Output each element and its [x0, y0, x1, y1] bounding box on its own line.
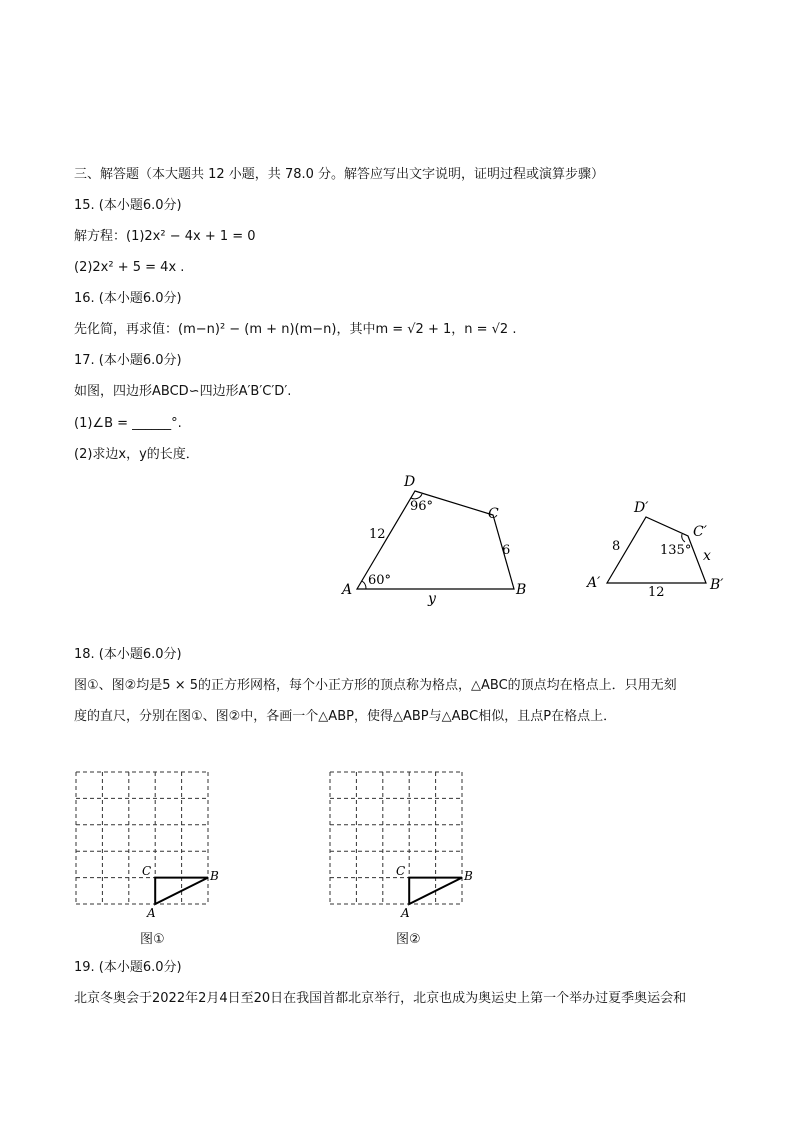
q18-line1: 图①、图②均是5 × 5的正方形网格，每个小正方形的顶点称为格点，△ABC的顶点均在格点上．只用无刻	[74, 678, 677, 693]
angle-c-prime-value: 135°	[660, 543, 692, 558]
side-ad-prime-length: 8	[612, 539, 621, 554]
q18-line2: 度的直尺，分别在图①、图②中，各画一个△ABP，使得△ABP与△ABC相似，且点P在格点上．	[74, 709, 617, 724]
q18-grid-1	[62, 762, 232, 922]
q16-body: 先化简，再求值：(m−n)² − (m + n)(m−n)，其中m = √2 + 1，n = √2 .	[74, 322, 517, 337]
q17-part1: (1)∠B = ______°.	[74, 416, 182, 431]
q19-line1: 北京冬奥会于2022年2月4日至20日在我国首都北京举行，北京也成为奥运史上第一个举办过夏季奥运会和	[74, 991, 687, 1006]
angle-c-prime-arc	[682, 534, 685, 542]
label-a: A	[342, 582, 353, 598]
label-c-prime: C′	[693, 524, 707, 540]
q15-part2: (2)2x² + 5 = 4x .	[74, 260, 185, 275]
grid2-label-a: A	[401, 906, 410, 920]
side-ab-prime-length: 12	[648, 585, 665, 600]
q16-header: 16. (本小题6.0分)	[74, 291, 182, 306]
q17-figure-abcd-prime	[580, 490, 730, 605]
grid1-label-c: C	[142, 864, 152, 878]
angle-d-value: 96°	[410, 499, 434, 514]
label-b: B	[516, 582, 527, 598]
q17-intro: 如图，四边形ABCD∽四边形A′B′C′D′.	[74, 384, 292, 399]
label-d: D	[404, 474, 416, 490]
q18-header: 18. (本小题6.0分)	[74, 647, 182, 662]
label-a-prime: A′	[587, 575, 601, 591]
label-d-prime: D′	[634, 500, 649, 516]
grid1-label-b: B	[210, 869, 219, 883]
q17-header: 17. (本小题6.0分)	[74, 353, 182, 368]
grid2-label-c: C	[396, 864, 406, 878]
side-bc-prime-length: x	[703, 548, 711, 564]
grid2-label-b: B	[464, 869, 473, 883]
grid-lines	[330, 772, 462, 904]
grid1-caption: 图①	[140, 932, 165, 947]
q18-grid-2	[316, 762, 486, 922]
side-bc-length: 6	[502, 543, 511, 558]
q15-header: 15. (本小题6.0分)	[74, 198, 182, 213]
q15-part1: 解方程：(1)2x² − 4x + 1 = 0	[74, 229, 256, 244]
q17-figure-abcd	[330, 465, 540, 610]
q19-header: 19. (本小题6.0分)	[74, 960, 182, 975]
label-c: C	[488, 506, 499, 522]
section-title: 三、解答题（本大题共 12 小题，共 78.0 分。解答应写出文字说明，证明过程或演算步骤）	[74, 167, 605, 182]
grid-lines	[76, 772, 208, 904]
angle-a-value: 60°	[368, 573, 392, 588]
side-ad-length: 12	[369, 527, 386, 542]
angle-a-arc	[362, 581, 366, 589]
q17-part2: (2)求边x，y的长度．	[74, 447, 199, 462]
grid1-label-a: A	[147, 906, 156, 920]
label-b-prime: B′	[710, 577, 724, 593]
grid2-caption: 图②	[396, 932, 421, 947]
side-ab-length: y	[428, 591, 436, 607]
